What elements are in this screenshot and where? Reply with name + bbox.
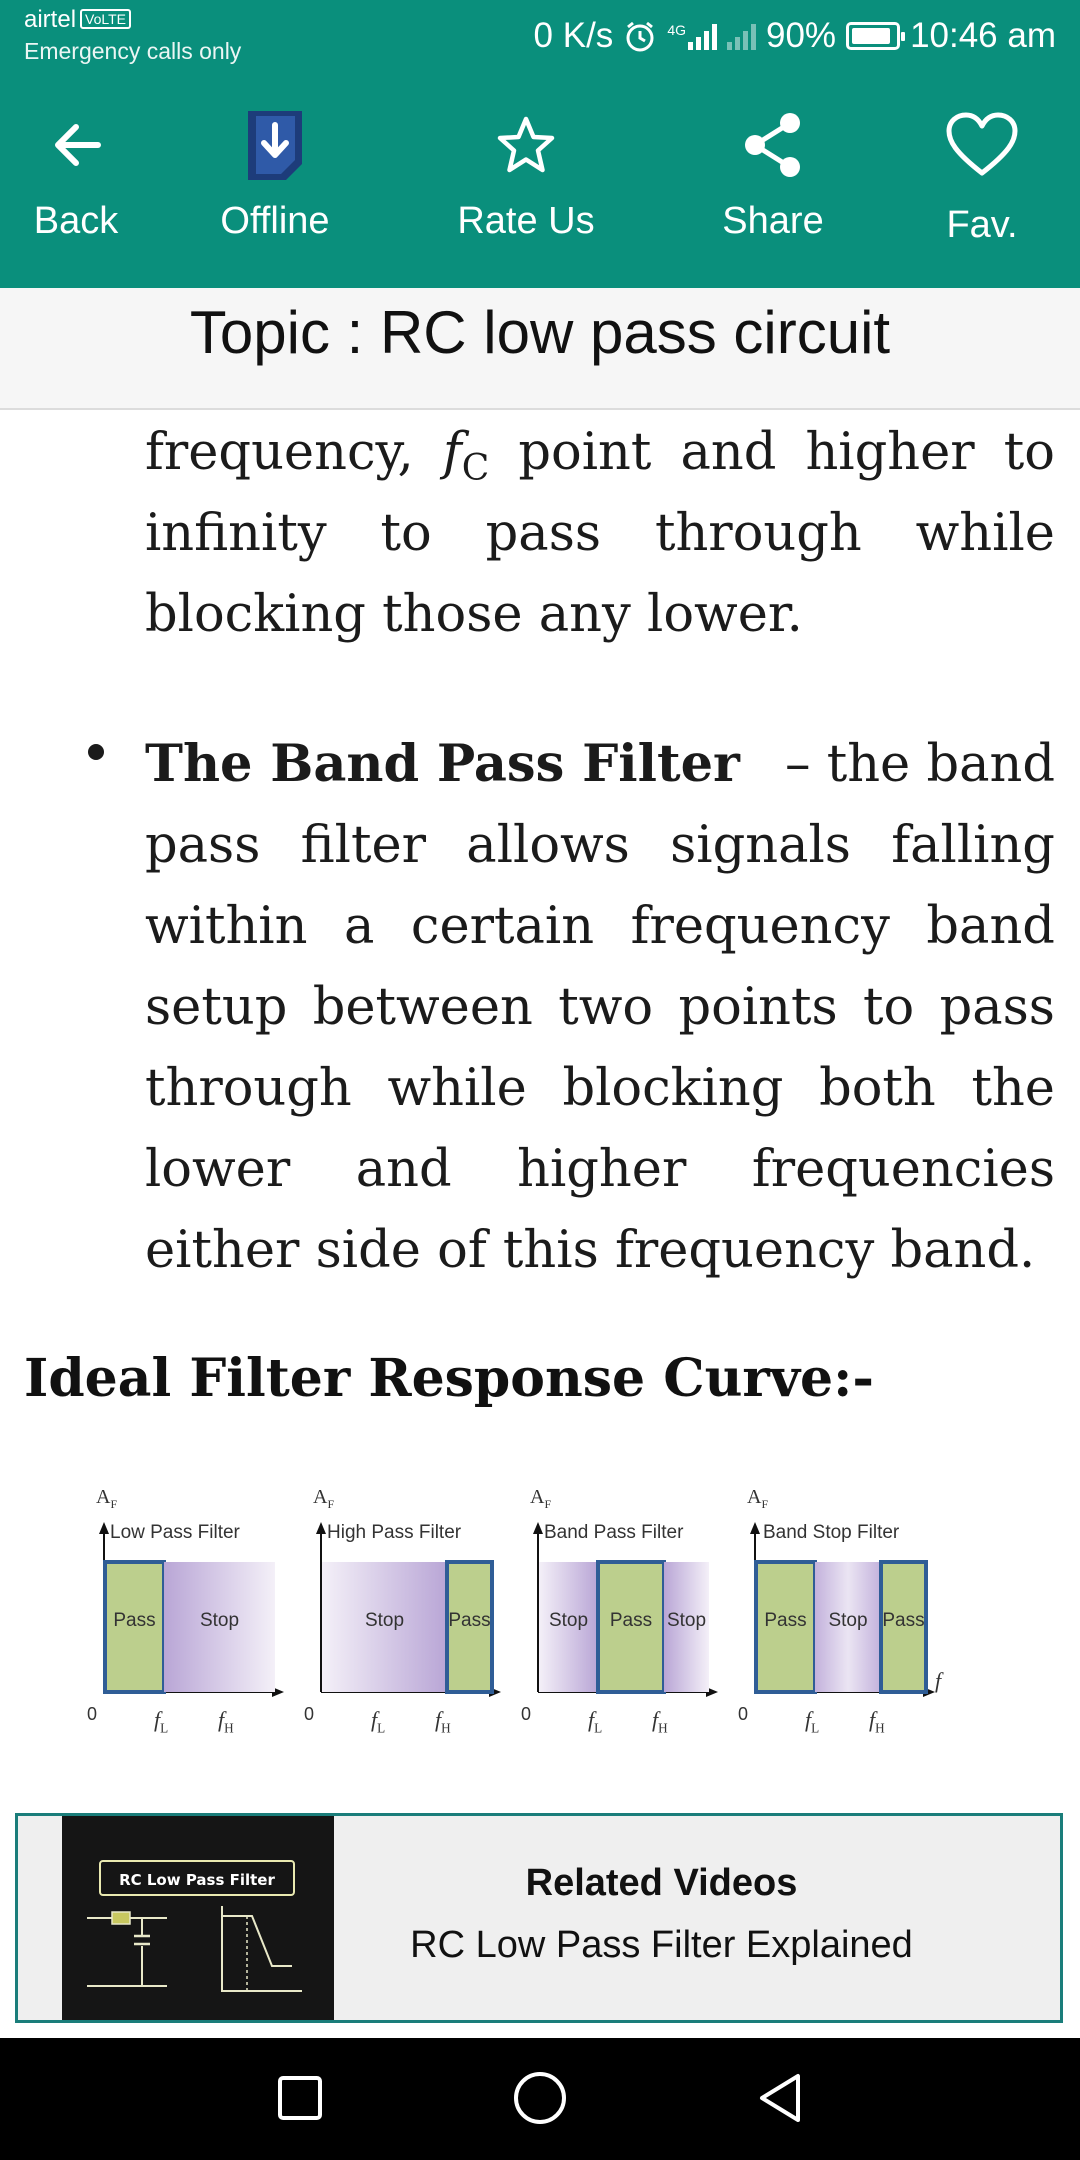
word: and <box>355 1140 452 1199</box>
word: certain <box>410 897 595 956</box>
offline-button[interactable] <box>200 72 350 288</box>
word: band <box>926 897 1055 956</box>
arrow-left-icon <box>36 110 116 180</box>
word: through <box>654 504 862 563</box>
download-document-icon <box>235 110 315 180</box>
word: higher <box>517 1140 687 1199</box>
panel-title: Band Pass Filter <box>544 1522 684 1543</box>
stop-label: Stop <box>828 1610 868 1631</box>
back-button[interactable] <box>0 72 152 288</box>
y-axis-label: $A_F$ <box>313 1486 335 1511</box>
system-navigation-bar <box>0 2038 1080 2160</box>
c-subscript: C <box>461 448 490 490</box>
stop-label: Stop <box>199 1610 240 1631</box>
word: points <box>678 978 838 1037</box>
word: infinity <box>145 504 327 563</box>
word: blocking <box>562 1059 784 1118</box>
pass-label: Pass <box>448 1610 491 1631</box>
word: to <box>863 978 915 1037</box>
word: falling <box>891 816 1055 875</box>
word: blocking those any lower. <box>145 585 803 644</box>
back-nav-button[interactable] <box>720 2058 840 2138</box>
stop-label: Stop <box>548 1610 589 1631</box>
filter-panel-4 <box>738 1522 935 1724</box>
word: two <box>558 978 654 1037</box>
paragraph-high-pass-end <box>145 412 1055 655</box>
word: either side of this frequency band. <box>145 1221 1036 1280</box>
carrier-name <box>24 6 131 34</box>
word: the <box>971 1059 1055 1118</box>
word: to <box>380 504 432 563</box>
word: and <box>680 423 777 482</box>
network-type: 4G <box>667 22 686 38</box>
y-axis-arrow <box>750 1522 760 1534</box>
word: within <box>145 897 308 956</box>
offline-label: Offline <box>220 200 330 242</box>
square-icon <box>276 2074 324 2122</box>
back-label: Back <box>33 200 119 242</box>
circuit-thumbnail-graphic <box>72 1896 324 2012</box>
video-thumbnail[interactable] <box>62 1816 334 2020</box>
text-line <box>145 1048 1055 1129</box>
heart-icon <box>942 110 1022 180</box>
word: through <box>145 1059 352 1118</box>
text-line <box>145 493 1055 574</box>
y-axis-label: $A_F$ <box>530 1486 552 1511</box>
fh-label: $f_H$ <box>218 1707 234 1736</box>
origin-label: 0 <box>87 1704 98 1724</box>
f-axis-label: f <box>935 1668 942 1693</box>
word: frequency <box>630 897 890 956</box>
text-line <box>145 805 1055 886</box>
fc-symbol <box>443 412 489 493</box>
fl-label: $f_L$ <box>805 1707 820 1736</box>
y-axis-arrow <box>99 1522 109 1534</box>
y-axis-label: $A_F$ <box>96 1486 118 1511</box>
battery-icon <box>846 22 900 50</box>
word: frequencies <box>751 1140 1055 1199</box>
word: – the band <box>785 735 1055 794</box>
origin-label: 0 <box>521 1704 532 1724</box>
share-button[interactable] <box>702 72 844 288</box>
related-video-title[interactable]: RC Low Pass Filter Explained <box>410 1924 913 1966</box>
recent-apps-button[interactable] <box>240 2058 360 2138</box>
text-line <box>145 574 1055 655</box>
word: signals <box>670 816 851 875</box>
word: both <box>819 1059 936 1118</box>
favorite-label: Fav. <box>946 204 1018 246</box>
filter-panel-3 <box>521 1522 718 1724</box>
origin-label: 0 <box>304 1704 315 1724</box>
y-axis-label: $A_F$ <box>747 1486 769 1511</box>
y-axis-arrow <box>316 1522 326 1534</box>
word: setup <box>145 978 288 1037</box>
topic-title: Topic : RC low pass circuit <box>189 299 891 366</box>
fh-label: $f_H$ <box>652 1707 668 1736</box>
fl-label: $f_L$ <box>371 1707 386 1736</box>
battery-level <box>852 28 890 44</box>
word: higher <box>805 423 975 482</box>
app-toolbar <box>0 72 1080 288</box>
favorite-button[interactable] <box>920 72 1044 288</box>
text-line <box>145 886 1055 967</box>
origin-label: 0 <box>738 1704 749 1724</box>
rate-us-button[interactable] <box>436 72 616 288</box>
emergency-text: Emergency calls only <box>24 38 242 64</box>
share-icon <box>733 110 813 180</box>
word: point <box>518 423 652 482</box>
panel-title: High Pass Filter <box>327 1522 462 1543</box>
word: pass <box>485 504 602 563</box>
text-line <box>145 724 1055 805</box>
filter-response-diagram <box>80 1480 960 1740</box>
stop-label: Stop <box>364 1610 405 1631</box>
word: to <box>1003 423 1055 482</box>
alarm-icon <box>623 19 657 53</box>
word: pass <box>145 816 261 875</box>
triangle-back-icon <box>754 2070 806 2126</box>
y-axis-arrow <box>533 1522 543 1534</box>
clock: 10:46 am <box>910 16 1056 55</box>
fh-label: $f_H$ <box>869 1707 885 1736</box>
fh-label: $f_H$ <box>435 1707 451 1736</box>
word: while <box>387 1059 527 1118</box>
stop-label: Stop <box>666 1610 707 1631</box>
pass-label: Pass <box>882 1610 925 1631</box>
star-icon <box>486 110 566 180</box>
status-icons <box>534 10 1056 62</box>
signal-icon <box>688 22 717 50</box>
panel-title: Band Stop Filter <box>763 1522 900 1543</box>
text-line <box>145 967 1055 1048</box>
pass-label: Pass <box>113 1610 156 1631</box>
filter-panel-1 <box>87 1522 284 1724</box>
no-signal-icon <box>727 22 756 50</box>
filter-panel-2 <box>304 1522 501 1724</box>
word: lower <box>145 1140 291 1199</box>
fl-label: $f_L$ <box>154 1707 169 1736</box>
bullet-bold-title: The Band Pass Filter <box>145 734 740 794</box>
carrier-text: airtel <box>24 6 77 33</box>
fl-label: $f_L$ <box>588 1707 603 1736</box>
pass-label: Pass <box>609 1610 653 1631</box>
related-videos-heading: Related Videos <box>525 1862 798 1904</box>
paragraph-band-pass <box>145 724 1055 1291</box>
text-line <box>145 1129 1055 1210</box>
section-heading: Ideal Filter Response Curve:- <box>24 1348 874 1409</box>
home-button[interactable] <box>480 2058 600 2138</box>
word: pass <box>939 978 1055 1037</box>
text-line <box>145 1210 1055 1291</box>
f-italic: f <box>442 423 462 482</box>
word: between <box>312 978 533 1037</box>
word: a <box>343 897 375 956</box>
network-speed: 0 K/s <box>533 16 614 55</box>
word: while <box>915 504 1055 563</box>
volte-badge: VoLTE <box>80 9 131 29</box>
bullet-point <box>88 744 104 760</box>
word: frequency, <box>145 423 414 482</box>
thumbnail-title: RC Low Pass Filter <box>99 1860 295 1896</box>
battery-percent: 90% <box>766 16 837 55</box>
status-bar <box>0 0 1080 72</box>
word: allows <box>466 816 630 875</box>
text-line <box>145 412 1055 493</box>
word: filter <box>300 816 427 875</box>
share-label: Share <box>722 200 824 242</box>
rate-us-label: Rate Us <box>457 200 595 242</box>
circle-icon <box>512 2070 568 2126</box>
pass-label: Pass <box>764 1610 807 1631</box>
panel-title: Low Pass Filter <box>110 1522 240 1543</box>
